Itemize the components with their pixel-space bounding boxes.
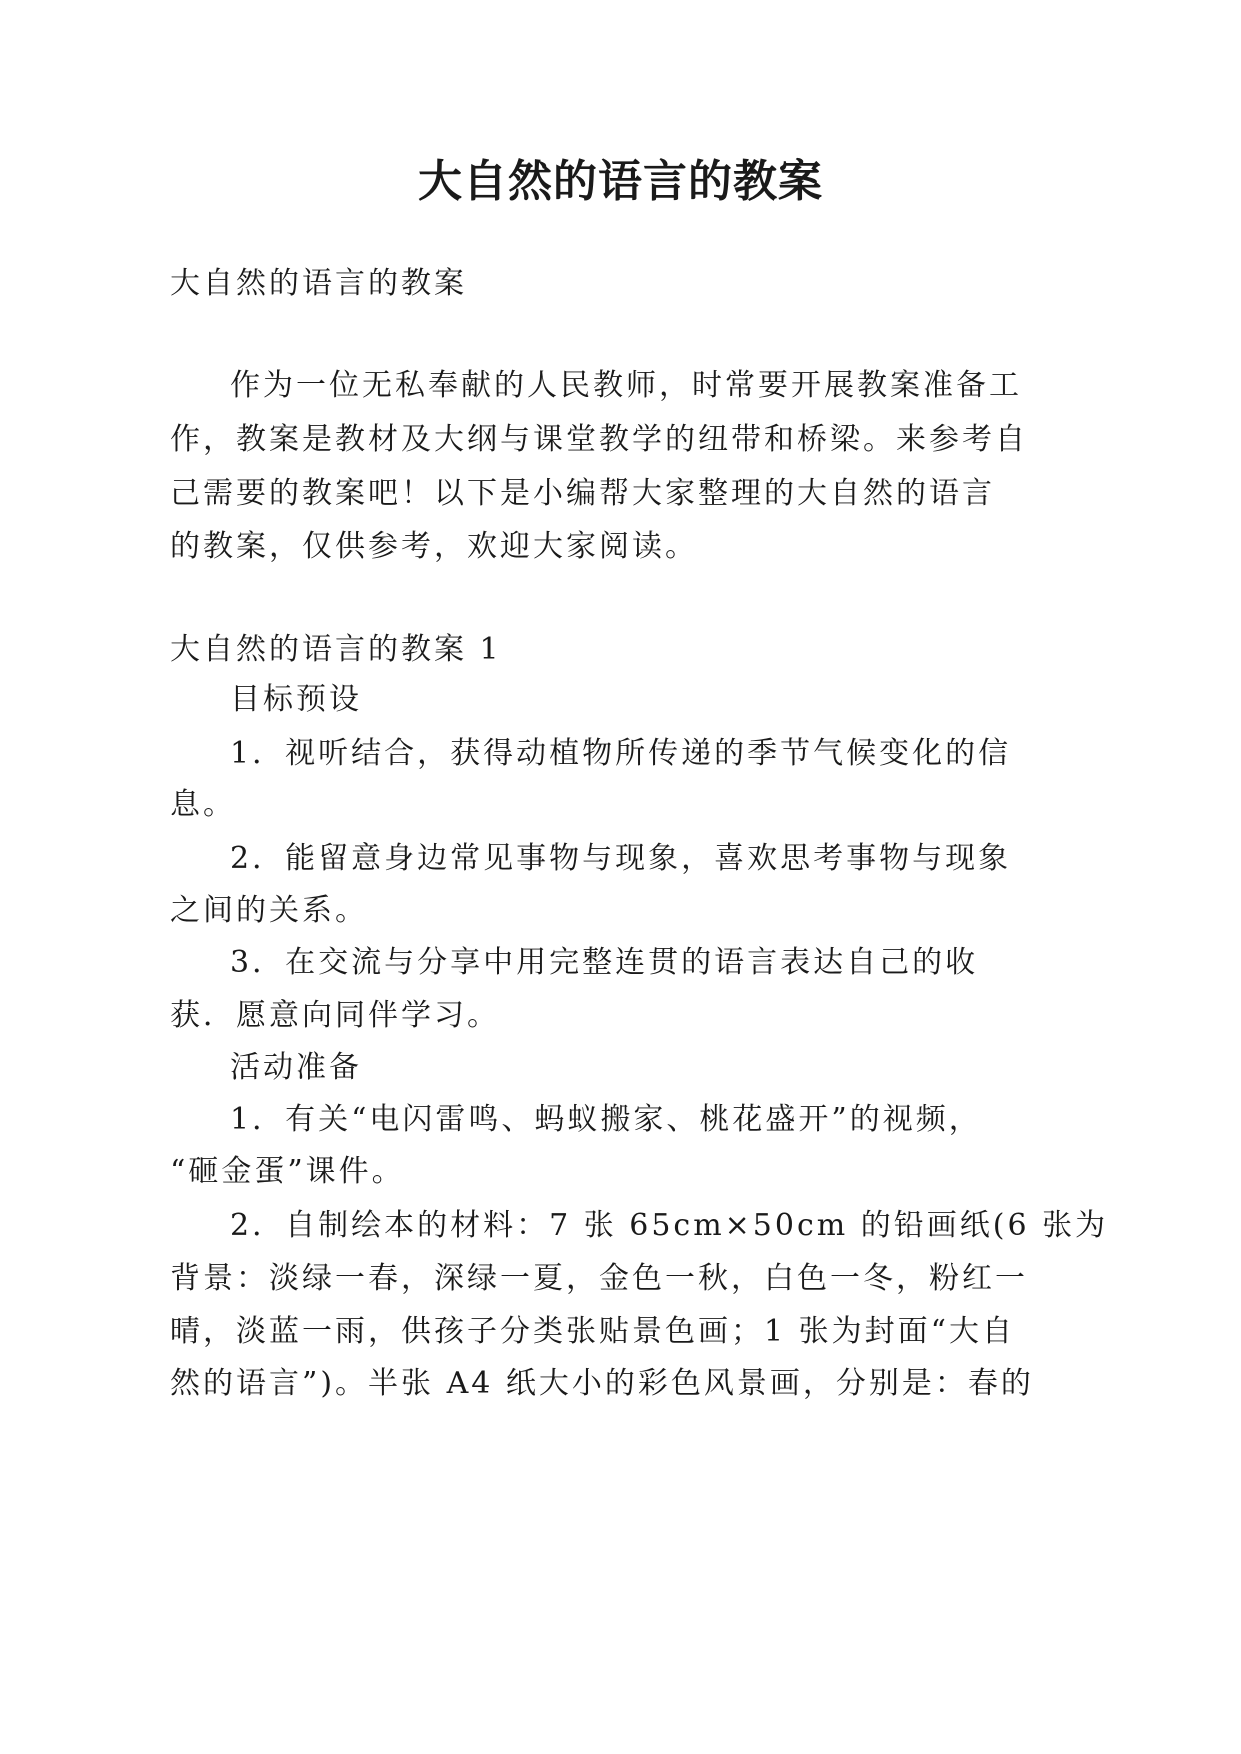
- goal-item: 息。: [170, 787, 236, 822]
- prep-item: 1．有关“电闪雷鸣、蚂蚁搬家、桃花盛开”的视频，: [230, 1102, 982, 1137]
- prep-item: 背景：淡绿一春，深绿一夏，金色一秋，白色一冬，粉红一: [170, 1261, 1028, 1296]
- subtitle: 大自然的语言的教案: [170, 266, 467, 301]
- prep-item: 晴，淡蓝一雨，供孩子分类张贴景色画；1 张为封面“大自: [170, 1314, 1015, 1349]
- document-title: 大自然的语言的教案: [418, 156, 823, 207]
- prep-item: “砸金蛋”课件。: [170, 1154, 405, 1189]
- prep-item: 然的语言”)。半张 A4 纸大小的彩色风景画，分别是：春的: [170, 1366, 1034, 1401]
- intro-line: 作，教案是教材及大纲与课堂教学的纽带和桥梁。来参考自: [170, 422, 1028, 457]
- goal-item: 之间的关系。: [170, 893, 368, 928]
- goal-item: 3．在交流与分享中用完整连贯的语言表达自己的收: [230, 945, 979, 980]
- intro-line: 的教案，仅供参考，欢迎大家阅读。: [170, 529, 698, 564]
- section-heading: 大自然的语言的教案 1: [170, 632, 502, 667]
- intro-line: 作为一位无私奉献的人民教师，时常要开展教案准备工: [230, 368, 1022, 403]
- intro-line: 己需要的教案吧！以下是小编帮大家整理的大自然的语言: [170, 476, 995, 511]
- prep-item: 2．自制绘本的材料：7 张 65cm×50cm 的铅画纸(6 张为: [230, 1208, 1109, 1243]
- goal-item: 2．能留意身边常见事物与现象，喜欢思考事物与现象: [230, 841, 1012, 876]
- prep-heading: 活动准备: [230, 1050, 362, 1085]
- goals-heading: 目标预设: [230, 682, 362, 717]
- goal-item: 1．视听结合，获得动植物所传递的季节气候变化的信: [230, 736, 1012, 771]
- goal-item: 获．愿意向同伴学习。: [170, 998, 500, 1033]
